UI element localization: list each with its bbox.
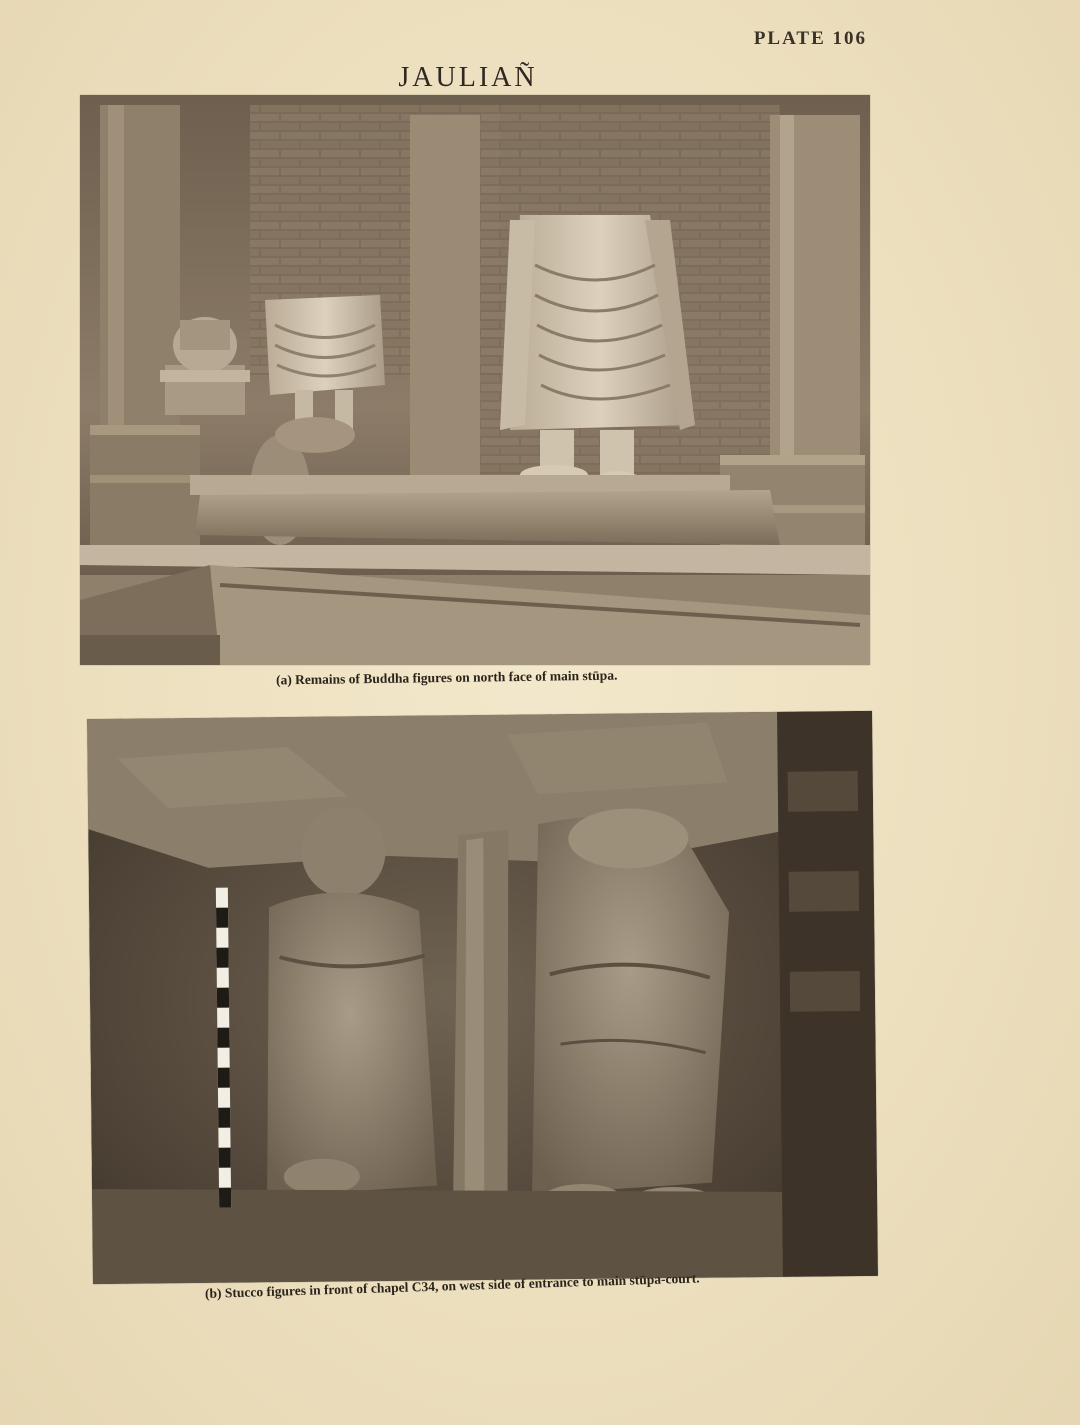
caption-a: (a) Remains of Buddha figures on north face of main stūpa. bbox=[275, 667, 618, 688]
plate-number: PLATE 106 bbox=[753, 28, 867, 49]
caption-b: (b) Stucco figures in front of chapel C34, on west side of entrance to main stūpa-court. bbox=[204, 1270, 700, 1301]
photo-b-stucco-figures bbox=[87, 711, 878, 1284]
photo-a-buddha-figures bbox=[80, 95, 870, 665]
page-title: JAULIAÑ bbox=[398, 62, 538, 93]
